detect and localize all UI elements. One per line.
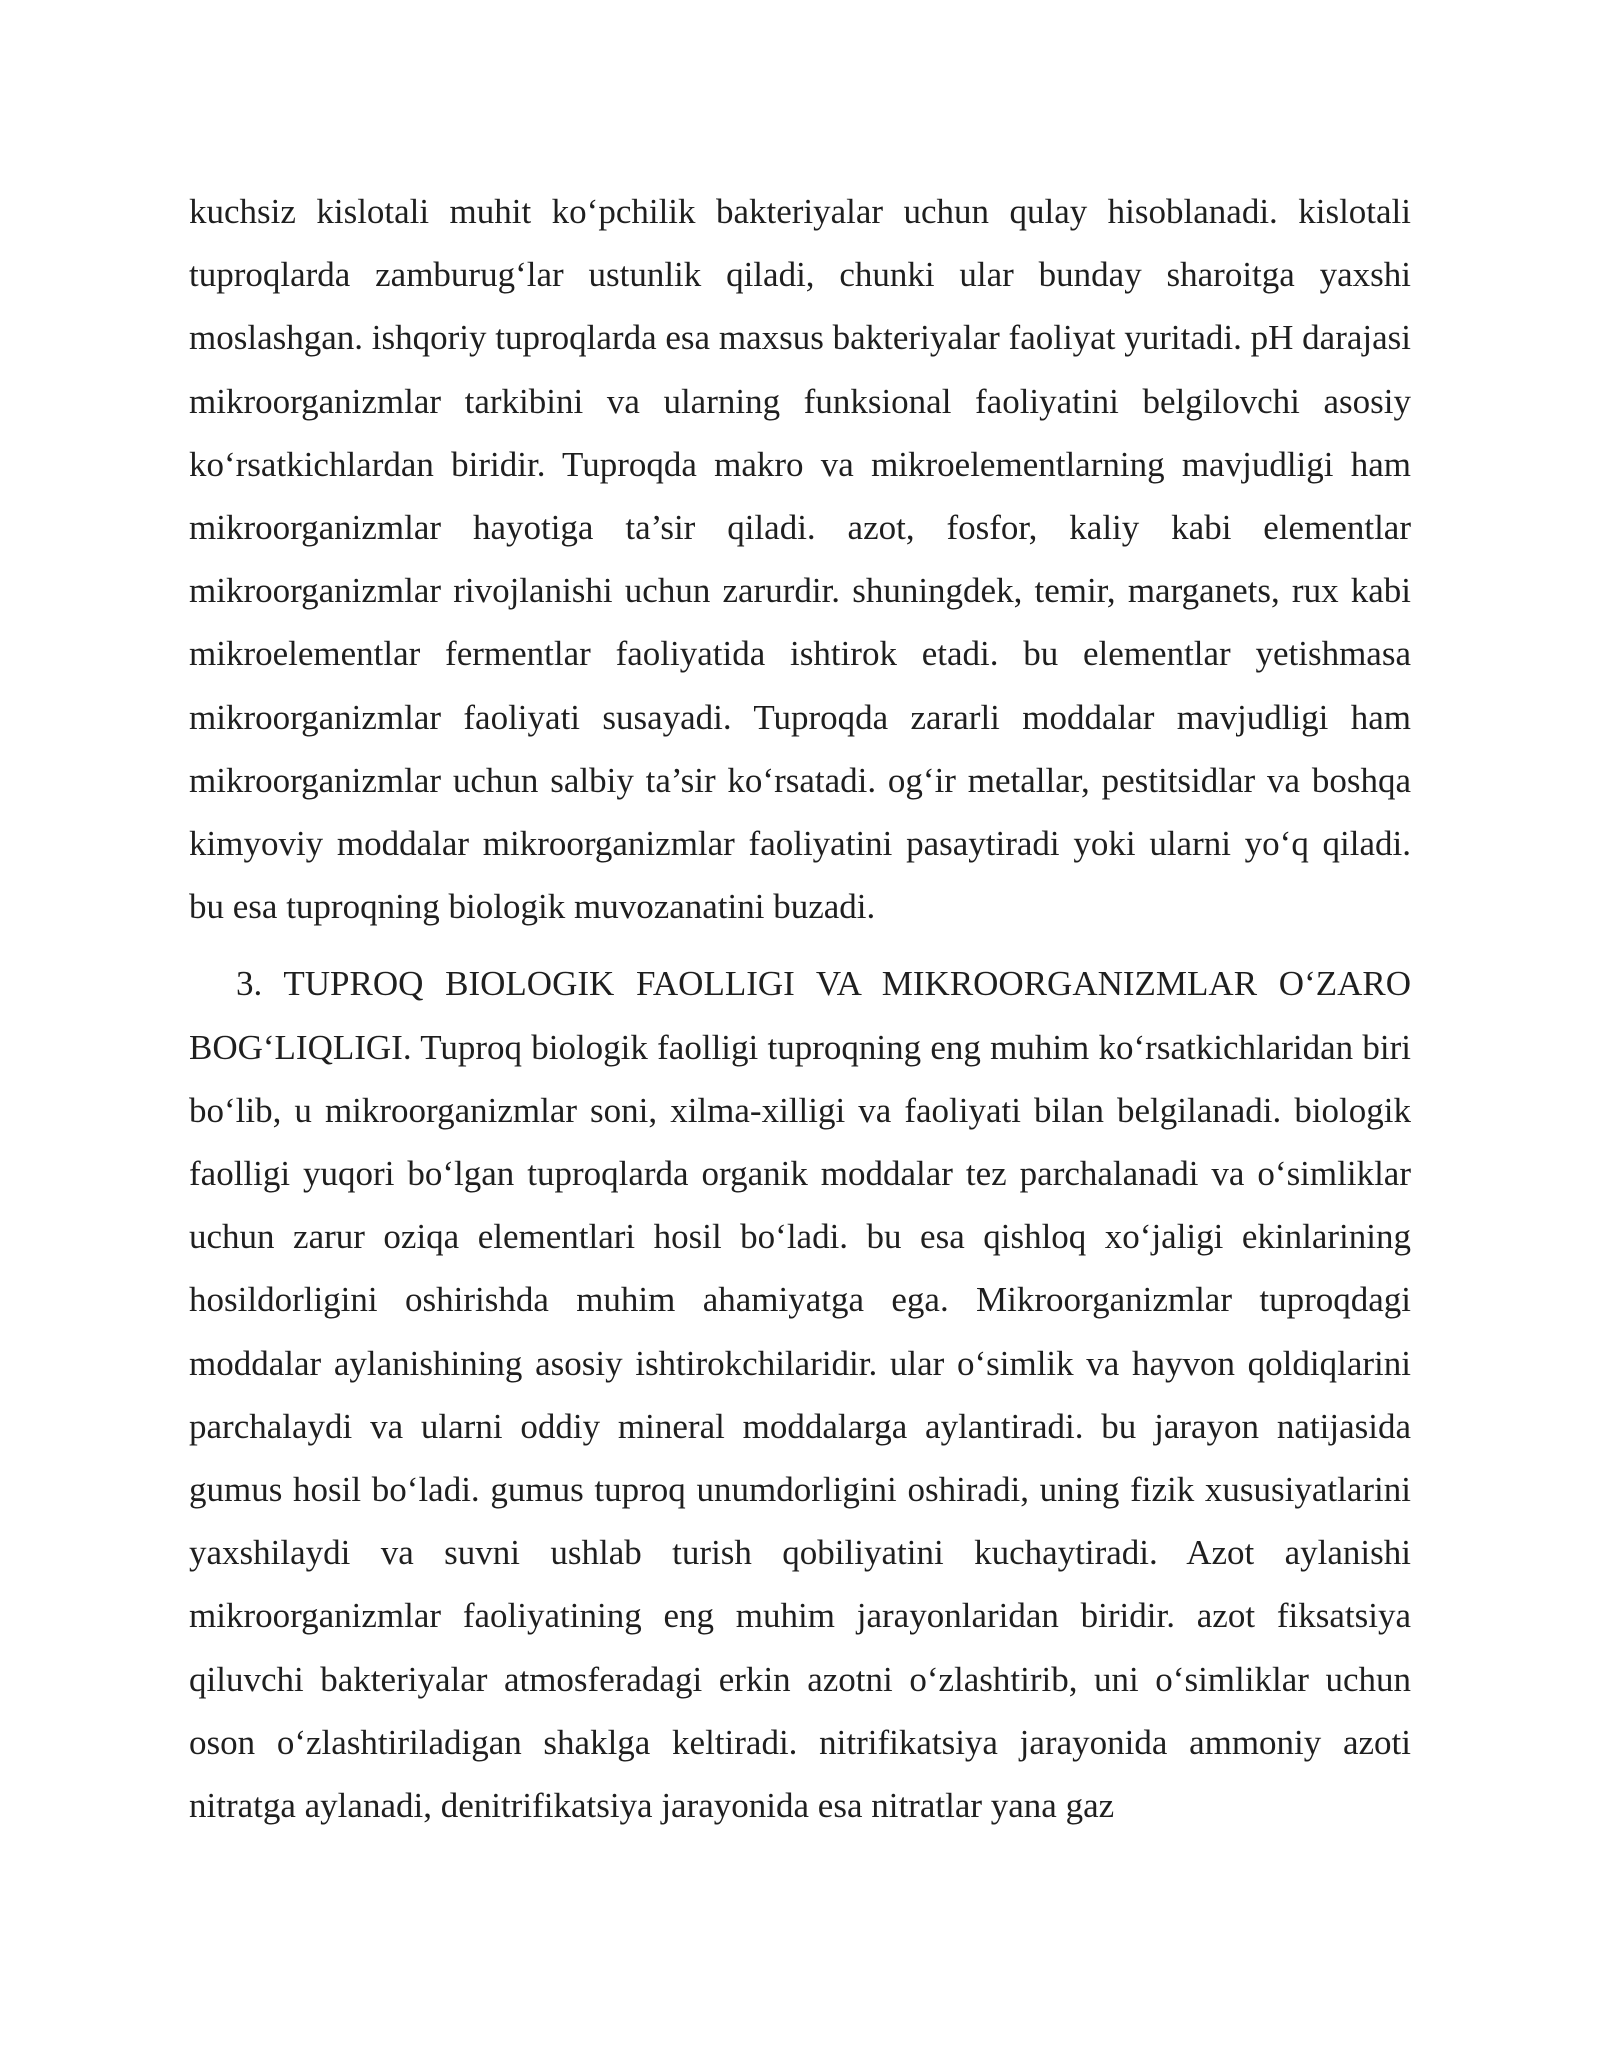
body-text	[189, 180, 1411, 1837]
paragraph-section-3-biological-activity: 3. TUPROQ BIOLOGIK FAOLLIGI VA MIKROORGANIZMLAR O‘ZARO BOG‘LIQLIGI. Tuproq biologik faolligi tuproqning eng muhim ko‘rsatkichlaridan biri bo‘lib, u mikroorganizmlar soni, xilma-xilligi va faoliyati bilan belgilanadi. biologik faolligi yuqori bo‘lgan tuproqlarda organik moddalar tez parchalanadi va o‘simliklar uchun zarur oziqa elementlari hosil bo‘ladi. bu esa qishloq xo‘jaligi ekinlarining hosildorligini oshirishda muhim ahamiyatga ega. Mikroorganizmlar tuproqdagi moddalar aylanishining asosiy ishtirokchilaridir. ular o‘simlik va hayvon qoldiqlarini parchalaydi va ularni oddiy mineral moddalarga aylantiradi. bu jarayon natijasida gumus hosil bo‘ladi. gumus tuproq unumdorligini oshiradi, uning fizik xususiyatlarini yaxshilaydi va suvni ushlab turish qobiliyatini kuchaytiradi. Azot aylanishi mikroorganizmlar faoliyatining eng muhim jarayonlaridan biridir. azot fiksatsiya qiluvchi bakteriyalar atmosferadagi erkin azotni o‘zlashtirib, uni o‘simliklar uchun oson o‘zlashtiriladigan shaklga keltiradi. nitrifikatsiya jarayonida ammoniy azoti nitratga aylanadi, denitrifikatsiya jarayonida esa nitratlar yana gaz	[189, 964, 1411, 1826]
paragraph-soil-ph-and-elements: kuchsiz kislotali muhit ko‘pchilik bakteriyalar uchun qulay hisoblanadi. kislotali tuproqlarda zamburug‘lar ustunlik qiladi, chunki ular bunday sharoitga yaxshi moslashgan. ishqoriy tuproqlarda esa maxsus bakteriyalar faoliyat yuritadi. pH darajasi mikroorganizmlar tarkibini va ularning funksional faoliyatini belgilovchi asosiy ko‘rsatkichlardan biridir. Tuproqda makro va mikroelementlarning mavjudligi ham mikroorganizmlar hayotiga ta’sir qiladi. azot, fosfor, kaliy kabi elementlar mikroorganizmlar rivojlanishi uchun zarurdir. shuningdek, temir, marganets, rux kabi mikroelementlar fermentlar faoliyatida ishtirok etadi. bu elementlar yetishmasa mikroorganizmlar faoliyati susayadi. Tuproqda zararli moddalar mavjudligi ham mikroorganizmlar uchun salbiy ta’sir ko‘rsatadi. og‘ir metallar, pestitsidlar va boshqa kimyoviy moddalar mikroorganizmlar faoliyatini pasaytiradi yoki ularni yo‘q qiladi. bu esa tuproqning biologik muvozanatini buzadi.	[189, 192, 1411, 927]
